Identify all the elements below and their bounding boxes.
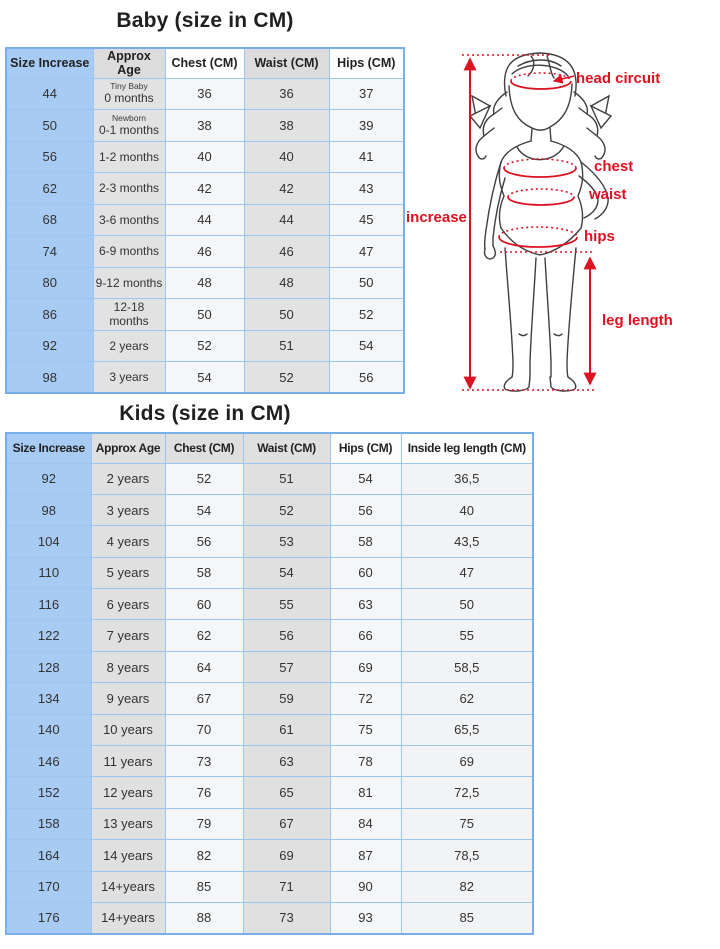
hips-label: hips (584, 228, 615, 245)
table-cell-waist: 51 (244, 330, 329, 362)
table-cell-size: 158 (6, 808, 91, 839)
baby-table-header-row (6, 48, 404, 78)
table-row (6, 204, 404, 236)
table-cell-inside_leg: 78,5 (401, 840, 533, 871)
leg-length-label: leg length (602, 312, 673, 329)
table-cell-hips: 52 (329, 299, 404, 331)
kids-size-table (5, 432, 534, 935)
table-cell-chest: 88 (165, 902, 243, 933)
table-cell-size: 164 (6, 840, 91, 871)
table-cell-hips: 60 (330, 557, 401, 588)
measurement-figure (400, 32, 720, 402)
table-cell-waist: 42 (244, 173, 329, 205)
table-cell-size: 68 (6, 204, 93, 236)
table-cell-hips: 45 (329, 204, 404, 236)
table-cell-inside_leg: 82 (401, 871, 533, 902)
column-header: Hips (CM) (330, 433, 401, 463)
table-cell-hips: 63 (330, 589, 401, 620)
table-cell-size: 140 (6, 714, 91, 745)
table-cell-size: 176 (6, 902, 91, 933)
table-cell-chest: 52 (165, 330, 244, 362)
waist-label: waist (589, 186, 627, 203)
table-cell-hips: 54 (329, 330, 404, 362)
age-small-text: Tiny Baby (110, 81, 148, 92)
table-cell-chest: 76 (165, 777, 243, 808)
table-row (6, 589, 533, 620)
table-row (6, 463, 533, 494)
age-main-text: 0 months (104, 91, 154, 106)
table-cell-waist: 65 (243, 777, 330, 808)
table-cell-hips: 58 (330, 526, 401, 557)
table-cell-waist: 46 (244, 236, 329, 268)
table-cell-hips: 69 (330, 651, 401, 682)
table-cell-size: 98 (6, 494, 91, 525)
table-cell-hips: 50 (329, 267, 404, 299)
table-cell-chest: 40 (165, 141, 244, 173)
table-cell-age: 6-9 months (93, 236, 165, 268)
kids-table-header-row (6, 433, 533, 463)
table-row (6, 362, 404, 394)
column-header: Waist (CM) (243, 433, 330, 463)
table-cell-chest: 73 (165, 746, 243, 777)
table-cell-age: 9-12 months (93, 267, 165, 299)
table-cell-size: 74 (6, 236, 93, 268)
table-row (6, 141, 404, 173)
table-cell-waist: 52 (244, 362, 329, 394)
table-cell-age: 3 years (91, 494, 165, 525)
table-cell-hips: 90 (330, 871, 401, 902)
table-cell-waist: 55 (243, 589, 330, 620)
table-cell-inside_leg: 40 (401, 494, 533, 525)
table-cell-chest: 62 (165, 620, 243, 651)
table-cell-chest: 79 (165, 808, 243, 839)
table-cell-size: 86 (6, 299, 93, 331)
table-cell-waist: 69 (243, 840, 330, 871)
table-row (6, 78, 404, 110)
column-header: Chest (CM) (165, 48, 244, 78)
table-cell-waist: 63 (243, 746, 330, 777)
table-cell-hips: 56 (329, 362, 404, 394)
age-small-text: Newborn (111, 112, 147, 123)
column-header: Approx Age (91, 433, 165, 463)
table-cell-hips: 39 (329, 110, 404, 142)
baby-table-title: Baby (size in CM) (116, 9, 294, 32)
table-cell-inside_leg: 65,5 (401, 714, 533, 745)
table-cell-chest: 48 (165, 267, 244, 299)
table-cell-waist: 56 (243, 620, 330, 651)
table-cell-age: 12 years (91, 777, 165, 808)
table-cell-waist: 50 (244, 299, 329, 331)
table-row (6, 620, 533, 651)
head-pointer-arrow (554, 76, 574, 81)
table-cell-age: 13 years (91, 808, 165, 839)
table-cell-age: 14 years (91, 840, 165, 871)
table-cell-age: 2-3 months (93, 173, 165, 205)
table-cell-hips: 87 (330, 840, 401, 871)
table-cell-chest: 85 (165, 871, 243, 902)
table-row (6, 330, 404, 362)
chest-ellipse (504, 159, 576, 168)
table-cell-waist: 51 (243, 463, 330, 494)
table-cell-size: 122 (6, 620, 91, 651)
table-cell-size: 152 (6, 777, 91, 808)
table-cell-hips: 43 (329, 173, 404, 205)
table-row (6, 557, 533, 588)
table-cell-chest: 52 (165, 463, 243, 494)
table-cell-hips: 81 (330, 777, 401, 808)
table-cell-size: 116 (6, 589, 91, 620)
table-cell-chest: 67 (165, 683, 243, 714)
column-header: Chest (CM) (165, 433, 243, 463)
table-cell-hips: 41 (329, 141, 404, 173)
table-row (6, 714, 533, 745)
table-cell-size: 56 (6, 141, 93, 173)
table-cell-size: 146 (6, 746, 91, 777)
table-cell-waist: 40 (244, 141, 329, 173)
table-row (6, 777, 533, 808)
table-cell-inside_leg: 58,5 (401, 651, 533, 682)
table-row (6, 902, 533, 933)
table-cell-hips: 56 (330, 494, 401, 525)
table-cell-waist: 48 (244, 267, 329, 299)
table-cell-inside_leg: 43,5 (401, 526, 533, 557)
age-main-text: 0-1 months (98, 122, 160, 137)
table-cell-hips: 72 (330, 683, 401, 714)
table-cell-inside_leg: 62 (401, 683, 533, 714)
table-cell-hips: 84 (330, 808, 401, 839)
table-cell-chest: 50 (165, 299, 244, 331)
table-cell-age: 4 years (91, 526, 165, 557)
table-cell-chest: 56 (165, 526, 243, 557)
table-cell-waist: 52 (243, 494, 330, 525)
table-row (6, 110, 404, 142)
table-cell-size: 92 (6, 330, 93, 362)
table-cell-hips: 66 (330, 620, 401, 651)
table-cell-size: 104 (6, 526, 91, 557)
table-cell-chest: 46 (165, 236, 244, 268)
table-cell-waist: 71 (243, 871, 330, 902)
table-cell-inside_leg: 36,5 (401, 463, 533, 494)
table-cell-waist: 67 (243, 808, 330, 839)
table-cell-size: 92 (6, 463, 91, 494)
head-ellipse (511, 73, 571, 81)
table-cell-waist: 36 (244, 78, 329, 110)
table-row (6, 746, 533, 777)
chest-label: chest (594, 158, 634, 175)
table-cell-chest: 36 (165, 78, 244, 110)
table-cell-size: 44 (6, 78, 93, 110)
table-row (6, 173, 404, 205)
table-row (6, 236, 404, 268)
table-cell-inside_leg: 50 (401, 589, 533, 620)
table-cell-chest: 70 (165, 714, 243, 745)
table-row (6, 683, 533, 714)
table-cell-age: 14+years (91, 902, 165, 933)
table-cell-waist: 61 (243, 714, 330, 745)
table-row (6, 299, 404, 331)
table-cell-inside_leg: 75 (401, 808, 533, 839)
table-cell-inside_leg: 69 (401, 746, 533, 777)
table-row (6, 840, 533, 871)
table-cell-inside_leg: 47 (401, 557, 533, 588)
table-cell-age: 10 years (91, 714, 165, 745)
column-header: Hips (CM) (329, 48, 404, 78)
table-cell-inside_leg: 72,5 (401, 777, 533, 808)
waist-ellipse (508, 189, 574, 197)
table-cell-age (93, 110, 165, 142)
table-cell-hips: 47 (329, 236, 404, 268)
table-cell-size: 50 (6, 110, 93, 142)
table-cell-size: 170 (6, 871, 91, 902)
column-header: Size Increase (6, 48, 93, 78)
table-cell-age: 5 years (91, 557, 165, 588)
table-cell-waist: 38 (244, 110, 329, 142)
column-header: Approx Age (93, 48, 165, 78)
table-cell-hips: 78 (330, 746, 401, 777)
table-cell-age: 14+years (91, 871, 165, 902)
table-cell-size: 134 (6, 683, 91, 714)
head-circuit-label: head circuit (576, 70, 661, 87)
table-cell-size: 128 (6, 651, 91, 682)
table-cell-chest: 64 (165, 651, 243, 682)
table-cell-age: 7 years (91, 620, 165, 651)
kids-table-title: Kids (size in CM) (119, 402, 291, 425)
table-cell-age: 2 years (93, 330, 165, 362)
column-header: Size Increase (6, 433, 91, 463)
column-header: Waist (CM) (244, 48, 329, 78)
table-cell-waist: 44 (244, 204, 329, 236)
table-row (6, 267, 404, 299)
table-cell-chest: 44 (165, 204, 244, 236)
table-cell-waist: 54 (243, 557, 330, 588)
table-cell-inside_leg: 55 (401, 620, 533, 651)
table-cell-chest: 38 (165, 110, 244, 142)
table-cell-hips: 37 (329, 78, 404, 110)
table-cell-inside_leg: 85 (401, 902, 533, 933)
table-cell-waist: 73 (243, 902, 330, 933)
table-cell-age: 1-2 months (93, 141, 165, 173)
table-cell-age: 8 years (91, 651, 165, 682)
table-cell-age (93, 78, 165, 110)
table-cell-age: 12-18 months (93, 299, 165, 331)
table-row (6, 526, 533, 557)
table-cell-waist: 53 (243, 526, 330, 557)
table-cell-age: 9 years (91, 683, 165, 714)
table-cell-size: 98 (6, 362, 93, 394)
table-cell-waist: 59 (243, 683, 330, 714)
table-cell-age: 11 years (91, 746, 165, 777)
table-cell-size: 110 (6, 557, 91, 588)
table-cell-chest: 82 (165, 840, 243, 871)
table-row (6, 808, 533, 839)
table-cell-hips: 54 (330, 463, 401, 494)
increase-label: increase (406, 209, 467, 226)
table-cell-chest: 42 (165, 173, 244, 205)
column-header: Inside leg length (CM) (401, 433, 533, 463)
table-cell-chest: 54 (165, 494, 243, 525)
table-cell-chest: 60 (165, 589, 243, 620)
table-cell-age: 3 years (93, 362, 165, 394)
table-row (6, 494, 533, 525)
table-cell-chest: 54 (165, 362, 244, 394)
table-cell-chest: 58 (165, 557, 243, 588)
table-cell-age: 3-6 months (93, 204, 165, 236)
table-cell-size: 80 (6, 267, 93, 299)
table-cell-age: 2 years (91, 463, 165, 494)
table-cell-waist: 57 (243, 651, 330, 682)
table-cell-size: 62 (6, 173, 93, 205)
table-cell-hips: 75 (330, 714, 401, 745)
table-row (6, 651, 533, 682)
table-cell-hips: 93 (330, 902, 401, 933)
hips-ellipse (499, 227, 577, 237)
table-cell-age: 6 years (91, 589, 165, 620)
baby-size-table (5, 47, 405, 394)
table-row (6, 871, 533, 902)
